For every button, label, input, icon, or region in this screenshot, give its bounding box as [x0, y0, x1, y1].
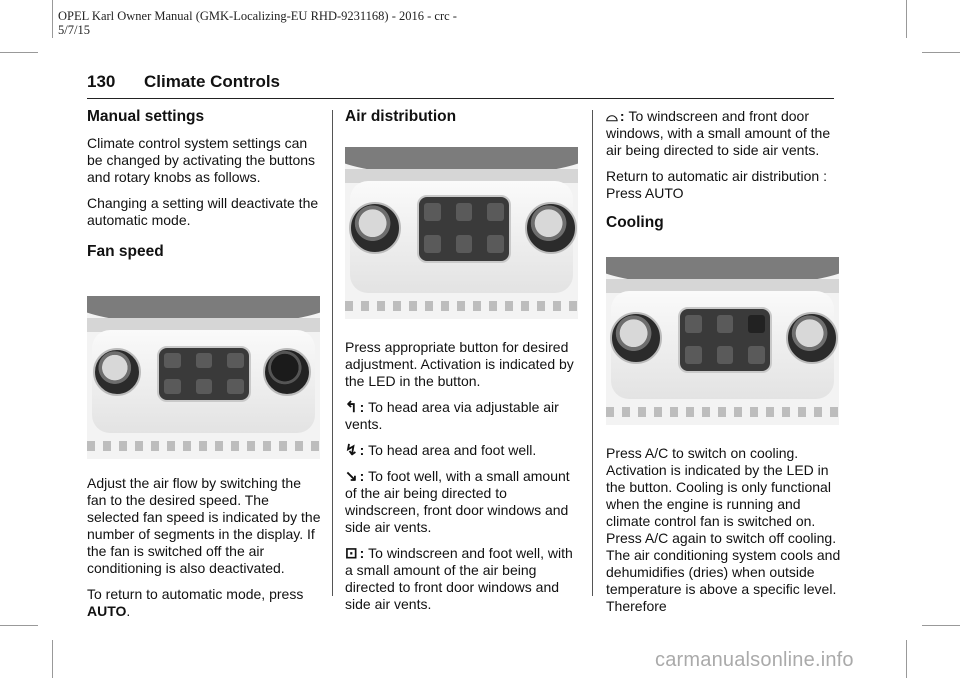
mode-foot: ↘ : To foot well, with a small amount of the air being directed to windscreen, front door windows and side air vents.	[345, 468, 570, 535]
temperature-knob	[93, 348, 141, 396]
mode-head-vent: ↰ : To head area via adjustable air vents.	[345, 399, 559, 432]
windscreen-foot-icon: ⊡	[345, 545, 358, 562]
return-text: To return to automatic mode, press	[87, 586, 304, 602]
auto-return-paragraph: Return to automatic air distribution : Press AUTO	[606, 168, 827, 201]
column-divider	[592, 110, 593, 596]
page-number: 130	[87, 72, 116, 91]
cooling-heading: Cooling	[606, 214, 664, 231]
temperature-knob	[349, 202, 401, 254]
mode-windscreen-foot: ⊡ : To windscreen and foot well, with a small amount of the air being directed to front door windows and side air vents.	[345, 545, 573, 612]
crop-mark	[922, 625, 960, 626]
column-1	[87, 108, 322, 629]
meta-line-1: OPEL Karl Owner Manual (GMK-Localizing-EU RHD-9231168) - 2016 - crc -	[58, 9, 457, 23]
crop-mark	[52, 640, 53, 678]
head-vent-icon: ↰	[345, 399, 358, 416]
windscreen-defrost-icon: ⌓	[606, 108, 618, 125]
column-2	[345, 108, 580, 622]
temperature-knob	[610, 312, 662, 364]
cooling-paragraph: Press A/C to switch on cooling. Activation is indicated by the LED in the button. Cooling is only functional when the engine is running and climate control fan is switched on. Press A/C again to switch off cooling. The air conditioning system cools and dehumidifies (dries) when outside temperature is above a specific level. Therefore	[606, 445, 841, 614]
crop-mark	[922, 52, 960, 53]
crop-mark	[906, 640, 907, 678]
section-title: Climate Controls	[144, 72, 281, 91]
crop-mark	[0, 625, 38, 626]
fan-speed-paragraph: Adjust the air flow by switching the fan to the desired speed. The selected fan speed is indicated by the number of segments in the display. If the fan is switched off the air conditioning is also deactivated.	[87, 475, 321, 576]
manual-settings-heading: Manual settings	[87, 108, 205, 125]
watermark: carmanualsonline.info	[655, 649, 854, 671]
button-cluster	[417, 195, 511, 263]
fan-knob	[525, 202, 577, 254]
meta-line-2: 5/7/15	[58, 23, 90, 37]
mode-head-foot: ↯ : To head area and foot well.	[345, 442, 537, 459]
head-foot-icon: ↯	[345, 442, 358, 459]
auto-key: AUTO	[87, 603, 127, 619]
button-cluster	[678, 307, 772, 373]
return-end: .	[126, 603, 131, 619]
crop-mark	[906, 0, 907, 38]
air-distribution-paragraph: Press appropriate button for desired adjustment. Activation is indicated by the LED in the button.	[345, 339, 574, 389]
document-meta	[58, 9, 457, 37]
fan-speed-heading: Fan speed	[87, 243, 164, 260]
mode-defrost: ⌓ : To windscreen and front door windows, with a small amount of the air being directed to side air vents.	[606, 108, 831, 158]
fan-speed-photo	[87, 296, 320, 459]
air-distribution-photo	[345, 147, 578, 319]
intro-paragraph: Climate control system settings can be changed by activating the buttons and rotary knobs as follows.	[87, 135, 316, 185]
cooling-photo	[606, 257, 839, 425]
fan-knob	[263, 348, 311, 396]
foot-icon: ↘	[345, 468, 358, 485]
air-distribution-heading: Air distribution	[345, 108, 457, 125]
crop-mark	[0, 52, 38, 53]
column-divider	[332, 110, 333, 596]
fan-knob	[786, 312, 838, 364]
column-3	[606, 108, 841, 624]
page-header	[87, 72, 834, 99]
crop-mark	[52, 0, 53, 38]
note-paragraph: Changing a setting will deactivate the automatic mode.	[87, 195, 319, 228]
button-cluster	[157, 346, 251, 402]
return-paragraph	[87, 586, 322, 620]
